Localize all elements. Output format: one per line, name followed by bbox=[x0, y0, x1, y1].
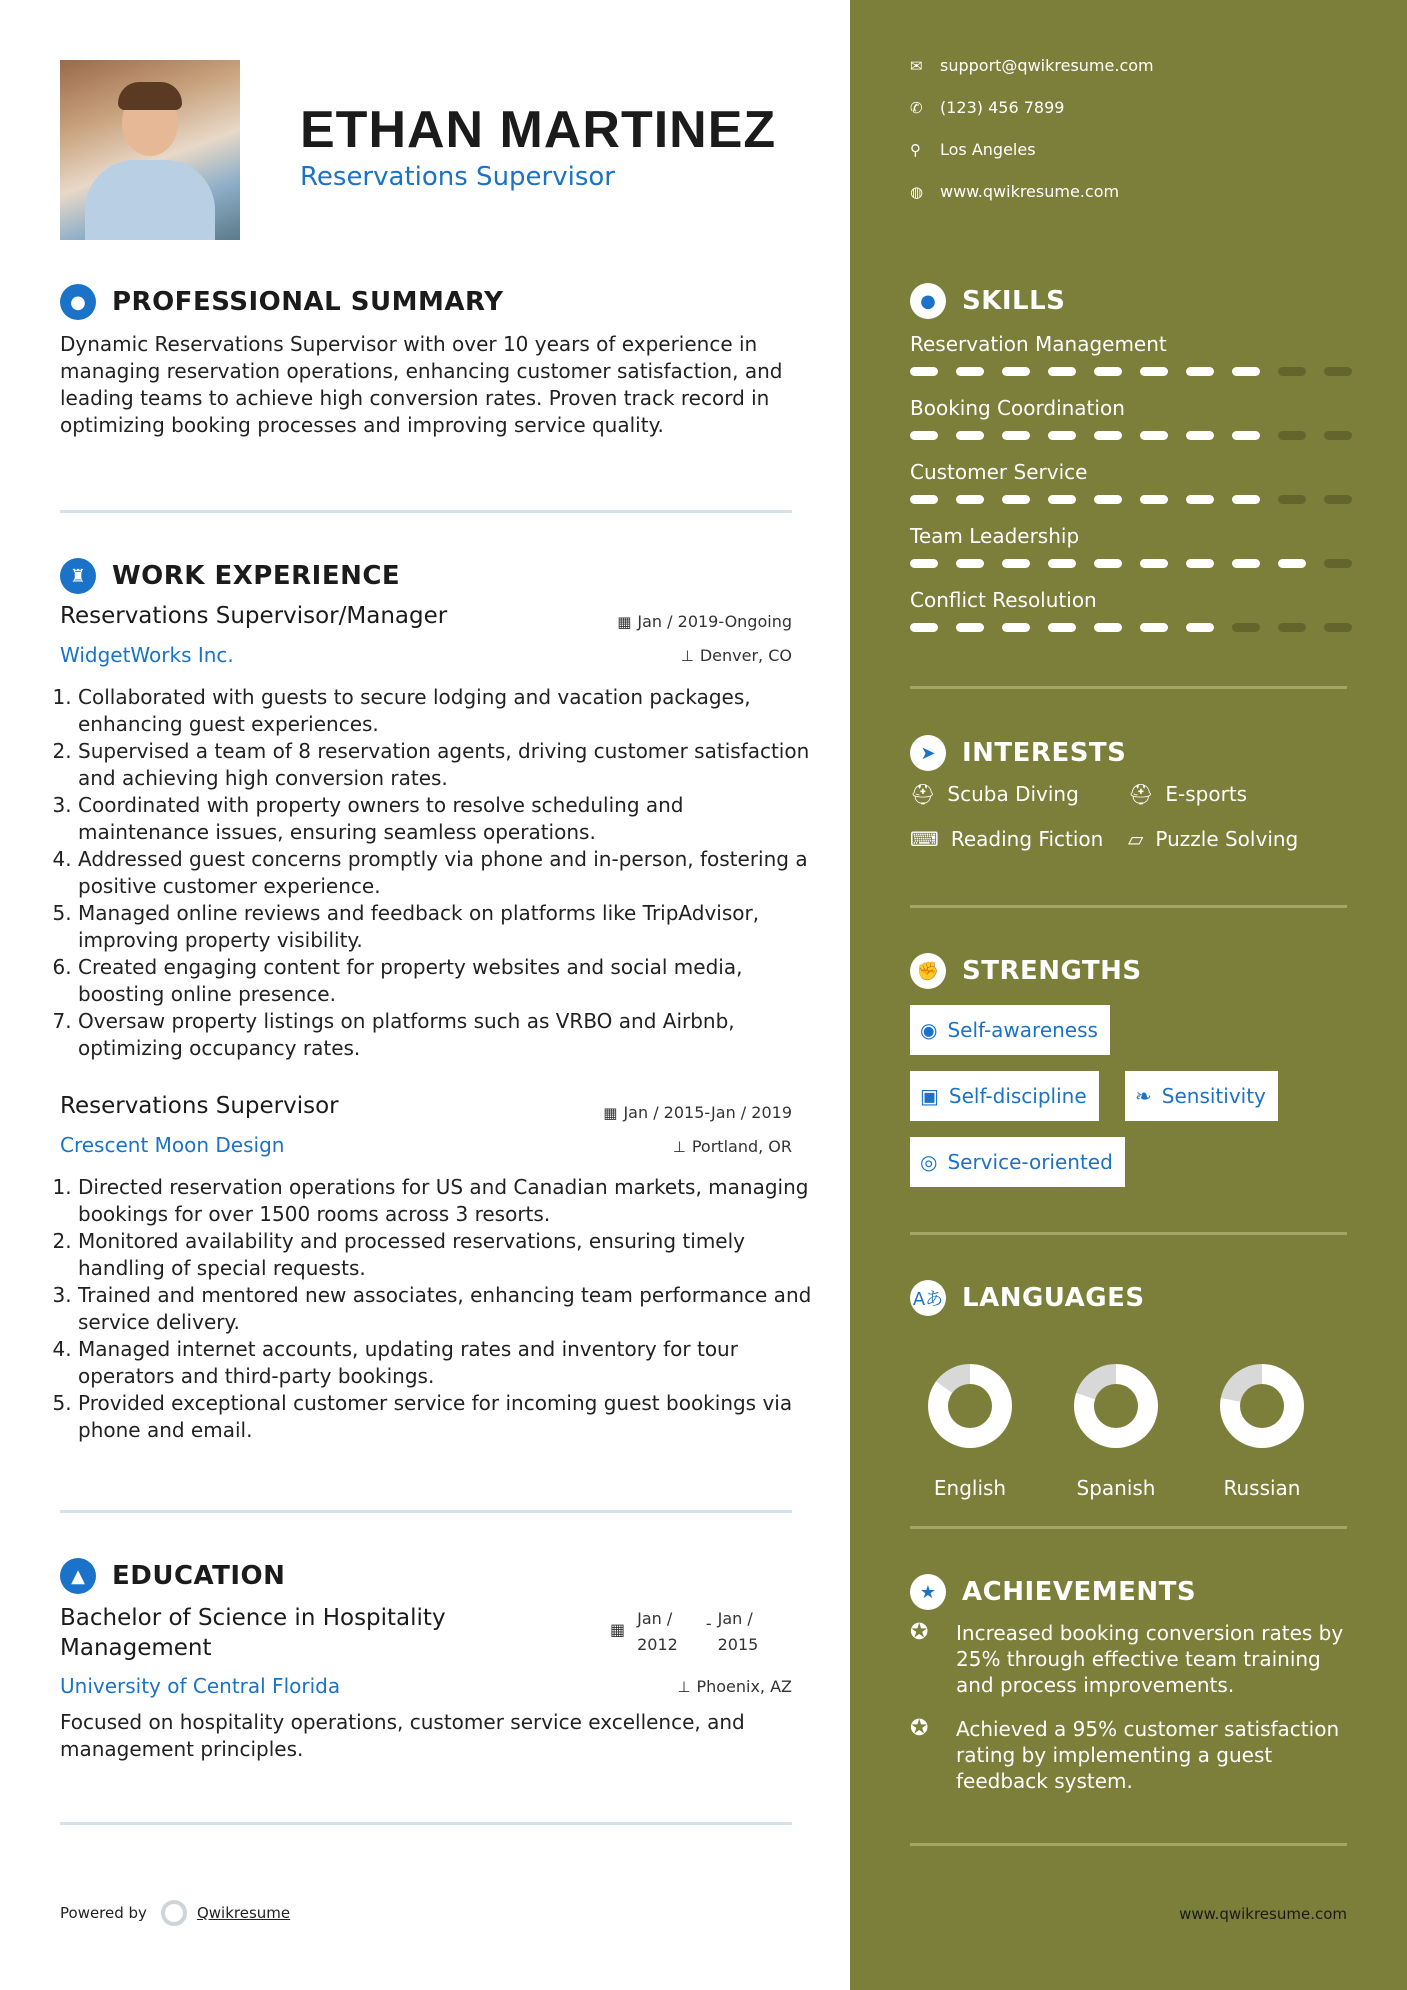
skill-dot bbox=[1324, 495, 1352, 504]
lightbulb-icon: ● bbox=[910, 283, 946, 319]
contact-item bbox=[910, 182, 1119, 201]
skill-dot bbox=[1278, 495, 1306, 504]
divider bbox=[910, 686, 1347, 689]
skill-dot bbox=[1002, 559, 1030, 568]
education-text: Focused on hospitality operations, customer service excellence, and management principles. bbox=[60, 1710, 745, 1761]
star-badge-icon: ★ bbox=[910, 1574, 946, 1610]
job-bullets bbox=[60, 684, 813, 1062]
list-item: 4. Managed internet accounts, updating rates and inventory for tour operators and third-party bookings. bbox=[78, 1336, 813, 1390]
footer-powered-by: Powered by Qwikresume bbox=[60, 1900, 290, 1926]
interest-item bbox=[910, 782, 1079, 806]
calendar-icon: ▦ bbox=[603, 1103, 618, 1122]
candidate-role: Reservations Supervisor bbox=[300, 162, 615, 192]
fist-icon: ✊ bbox=[910, 953, 946, 989]
language-name: Russian bbox=[1223, 1476, 1301, 1500]
language-name: Spanish bbox=[1076, 1476, 1156, 1500]
job-bullets bbox=[60, 1174, 813, 1444]
gamepad-icon: ⌨ bbox=[910, 827, 939, 851]
strength-label: Self-awareness bbox=[947, 1018, 1098, 1042]
language-item bbox=[920, 1344, 1020, 1500]
skill-dot bbox=[1324, 431, 1352, 440]
skill-dot bbox=[910, 431, 938, 440]
candidate-name: ETHAN MARTINEZ bbox=[300, 101, 777, 159]
skill-dot bbox=[1232, 559, 1260, 568]
list-item: 5. Managed online reviews and feedback on platforms like TripAdvisor, improving property visibility. bbox=[78, 900, 813, 954]
skill-dot bbox=[1186, 623, 1214, 632]
skill-dot bbox=[1002, 495, 1030, 504]
skill-dot bbox=[956, 559, 984, 568]
skill-dot bbox=[1186, 559, 1214, 568]
lifebuoy-icon: ⛑ bbox=[910, 782, 936, 806]
skill-level-bar bbox=[910, 559, 1370, 568]
language-item bbox=[1066, 1344, 1166, 1500]
strength-label: Sensitivity bbox=[1161, 1084, 1266, 1108]
contact-item bbox=[910, 140, 1036, 159]
achievements-heading: ★ ACHIEVEMENTS bbox=[910, 1574, 1196, 1610]
skill-dot bbox=[1140, 431, 1168, 440]
list-item: 2. Supervised a team of 8 reservation agents, driving customer satisfaction and achieving high conversion rates. bbox=[78, 738, 813, 792]
skill-dot bbox=[1094, 559, 1122, 568]
skill-dot bbox=[1002, 431, 1030, 440]
strength-label: Service-oriented bbox=[947, 1150, 1113, 1174]
degree-title: Bachelor of Science in Hospitality Management bbox=[60, 1605, 446, 1661]
list-item: 1. Collaborated with guests to secure lodging and vacation packages, enhancing guest experiences. bbox=[78, 684, 813, 738]
skill-dot bbox=[956, 495, 984, 504]
skill-name: Team Leadership bbox=[910, 524, 1080, 548]
job-date: ▦ Jan / 2015-Jan / 2019 bbox=[603, 1103, 792, 1122]
interest-label: E-sports bbox=[1165, 782, 1248, 806]
list-item: 6. Created engaging content for property websites and social media, boosting online presence. bbox=[78, 954, 813, 1008]
star-icon: ✪ bbox=[910, 1716, 929, 1741]
skill-level-bar bbox=[910, 367, 1370, 376]
list-item: 3. Coordinated with property owners to resolve scheduling and maintenance issues, ensuring seamless operations. bbox=[78, 792, 813, 846]
education-location: ⊥ Phoenix, AZ bbox=[677, 1677, 792, 1696]
qwikresume-link[interactable]: Qwikresume bbox=[196, 1904, 291, 1922]
skill-dot bbox=[1278, 367, 1306, 376]
calendar-icon: ▦ bbox=[617, 612, 632, 631]
skills-heading: ● SKILLS bbox=[910, 283, 1065, 319]
paper-plane-icon: ➤ bbox=[910, 735, 946, 771]
job-title: Reservations Supervisor/Manager bbox=[60, 603, 448, 629]
job-date: ▦ Jan / 2019-Ongoing bbox=[617, 612, 792, 631]
phone-icon: ✆ bbox=[910, 98, 923, 117]
language-proficiency-ring bbox=[1220, 1364, 1304, 1448]
graduate-icon: ▲ bbox=[60, 1558, 96, 1594]
calendar-icon: ▦ bbox=[610, 1620, 626, 1639]
achievement-text: Achieved a 95% customer satisfaction rating by implementing a guest feedback system. bbox=[956, 1717, 1340, 1793]
skill-dot bbox=[910, 559, 938, 568]
skill-dot bbox=[1048, 367, 1076, 376]
user-icon: ● bbox=[60, 284, 96, 320]
skill-dot bbox=[1048, 431, 1076, 440]
skill-level-bar bbox=[910, 495, 1370, 504]
interests-heading: ➤ INTERESTS bbox=[910, 735, 1126, 771]
school-name: University of Central Florida bbox=[60, 1674, 341, 1698]
profile-photo bbox=[60, 60, 240, 240]
job-location: ⊥ Portland, OR bbox=[672, 1137, 792, 1156]
interest-item bbox=[910, 827, 1103, 851]
interest-item bbox=[1128, 827, 1298, 851]
skill-dot bbox=[1278, 559, 1306, 568]
language-item bbox=[1212, 1344, 1312, 1500]
contact-text[interactable]: www.qwikresume.com bbox=[940, 182, 1120, 201]
divider bbox=[910, 1232, 1347, 1235]
job-title: Reservations Supervisor bbox=[60, 1093, 339, 1119]
skill-dot bbox=[1278, 431, 1306, 440]
list-item: 1. Directed reservation operations for US and Canadian markets, managing bookings for over 1500 rooms across 3 resorts. bbox=[78, 1174, 813, 1228]
company-name: Crescent Moon Design bbox=[60, 1133, 285, 1157]
skill-dot bbox=[1186, 495, 1214, 504]
interest-label: Reading Fiction bbox=[950, 827, 1104, 851]
skill-dot bbox=[1232, 367, 1260, 376]
summary-text: Dynamic Reservations Supervisor with over 10 years of experience in managing reservation operations, enhancing customer satisfaction, and leading teams to achieve high conversion rates. Proven track record in optimizing booking processes and improving service quality. bbox=[60, 332, 783, 437]
skill-dot bbox=[1094, 623, 1122, 632]
lifebuoy-icon: ⛑ bbox=[1128, 782, 1154, 806]
skill-dot bbox=[1232, 431, 1260, 440]
pin-icon: ⊥ bbox=[677, 1677, 691, 1696]
star-icon: ✪ bbox=[910, 1620, 929, 1645]
achievement-item bbox=[910, 1716, 1350, 1794]
map-pin-icon: ⚲ bbox=[910, 140, 921, 159]
user-circle-icon: ◉ bbox=[920, 1018, 938, 1042]
achievement-item bbox=[910, 1620, 1350, 1698]
contact-item bbox=[910, 98, 1064, 117]
strength-tag bbox=[910, 1005, 1110, 1055]
skill-dot bbox=[1094, 431, 1122, 440]
summary-heading: ● PROFESSIONAL SUMMARY bbox=[60, 284, 503, 320]
divider bbox=[60, 1822, 792, 1825]
contact-text[interactable]: support@qwikresume.com bbox=[940, 56, 1154, 75]
footer-site: www.qwikresume.com bbox=[1179, 1905, 1347, 1923]
book-icon: ▱ bbox=[1128, 827, 1144, 851]
strength-label: Self-discipline bbox=[948, 1084, 1087, 1108]
strength-tag bbox=[910, 1137, 1125, 1187]
divider bbox=[910, 905, 1347, 908]
experience-heading: ♜ WORK EXPERIENCE bbox=[60, 558, 400, 594]
sidebar bbox=[850, 0, 1407, 1990]
skill-dot bbox=[1048, 495, 1076, 504]
skill-dot bbox=[1140, 495, 1168, 504]
strength-tag bbox=[910, 1071, 1099, 1121]
skill-dot bbox=[1002, 623, 1030, 632]
skill-dot bbox=[956, 431, 984, 440]
skill-name: Customer Service bbox=[910, 460, 1088, 484]
skill-name: Reservation Management bbox=[910, 332, 1167, 356]
pin-icon: ⊥ bbox=[672, 1137, 686, 1156]
strength-tag bbox=[1125, 1071, 1278, 1121]
skill-name: Booking Coordination bbox=[910, 396, 1125, 420]
skill-dot bbox=[1140, 623, 1168, 632]
skill-dot bbox=[910, 367, 938, 376]
skill-dot bbox=[1094, 367, 1122, 376]
divider bbox=[60, 1510, 792, 1513]
skill-dot bbox=[956, 623, 984, 632]
skill-name: Conflict Resolution bbox=[910, 588, 1097, 612]
skill-dot bbox=[956, 367, 984, 376]
skill-dot bbox=[1048, 559, 1076, 568]
interest-item bbox=[1128, 782, 1247, 806]
skill-dot bbox=[1140, 559, 1168, 568]
skill-dot bbox=[1048, 623, 1076, 632]
skill-level-bar bbox=[910, 623, 1370, 632]
divider bbox=[910, 1526, 1347, 1529]
languages-heading: Aあ LANGUAGES bbox=[910, 1280, 1145, 1316]
skill-dot bbox=[1232, 495, 1260, 504]
education-heading: ▲ EDUCATION bbox=[60, 1558, 285, 1594]
skill-dot bbox=[910, 623, 938, 632]
lifebuoy-icon: ◎ bbox=[920, 1150, 938, 1174]
interest-label: Scuba Diving bbox=[947, 782, 1079, 806]
list-item: 3. Trained and mentored new associates, enhancing team performance and service delivery. bbox=[78, 1282, 813, 1336]
list-item: 5. Provided exceptional customer service for incoming guest bookings via phone and email. bbox=[78, 1390, 813, 1444]
leaf-icon: ❧ bbox=[1135, 1084, 1152, 1108]
skill-dot bbox=[1186, 367, 1214, 376]
globe-icon: ◍ bbox=[910, 182, 924, 201]
skill-dot bbox=[1278, 623, 1306, 632]
list-item: 2. Monitored availability and processed reservations, ensuring timely handling of special requests. bbox=[78, 1228, 813, 1282]
qwikresume-logo-icon bbox=[161, 1900, 187, 1926]
interest-label: Puzzle Solving bbox=[1155, 827, 1299, 851]
envelope-icon: ✉ bbox=[910, 56, 923, 75]
pin-icon: ⊥ bbox=[680, 646, 694, 665]
contact-text: (123) 456 7899 bbox=[940, 98, 1065, 117]
skill-dot bbox=[1094, 495, 1122, 504]
divider bbox=[60, 510, 792, 513]
contact-item bbox=[910, 56, 1154, 75]
language-icon: Aあ bbox=[910, 1280, 946, 1316]
company-name: WidgetWorks Inc. bbox=[60, 643, 234, 667]
skill-dot bbox=[1324, 559, 1352, 568]
job-location: ⊥ Denver, CO bbox=[680, 646, 792, 665]
language-name: English bbox=[933, 1476, 1007, 1500]
achievement-text: Increased booking conversion rates by 25% through effective team training and process improvements. bbox=[956, 1621, 1344, 1697]
contact-text: Los Angeles bbox=[940, 140, 1036, 159]
skill-dot bbox=[1186, 431, 1214, 440]
skill-dot bbox=[910, 495, 938, 504]
divider bbox=[910, 1843, 1347, 1846]
skill-dot bbox=[1140, 367, 1168, 376]
skill-level-bar bbox=[910, 431, 1370, 440]
skill-dot bbox=[1232, 623, 1260, 632]
language-proficiency-ring bbox=[928, 1364, 1012, 1448]
skill-dot bbox=[1002, 367, 1030, 376]
list-item: 7. Oversaw property listings on platforms such as VRBO and Airbnb, optimizing occupancy rates. bbox=[78, 1008, 813, 1062]
language-proficiency-ring bbox=[1074, 1364, 1158, 1448]
strengths-heading: ✊ STRENGTHS bbox=[910, 953, 1142, 989]
lock-icon: ▣ bbox=[920, 1084, 939, 1108]
list-item: 4. Addressed guest concerns promptly via phone and in-person, fostering a positive customer experience. bbox=[78, 846, 813, 900]
skill-dot bbox=[1324, 367, 1352, 376]
skill-dot bbox=[1324, 623, 1352, 632]
chair-icon: ♜ bbox=[60, 558, 96, 594]
education-date: ▦ Jan / 2012 - Jan / 2015 bbox=[610, 1606, 758, 1658]
